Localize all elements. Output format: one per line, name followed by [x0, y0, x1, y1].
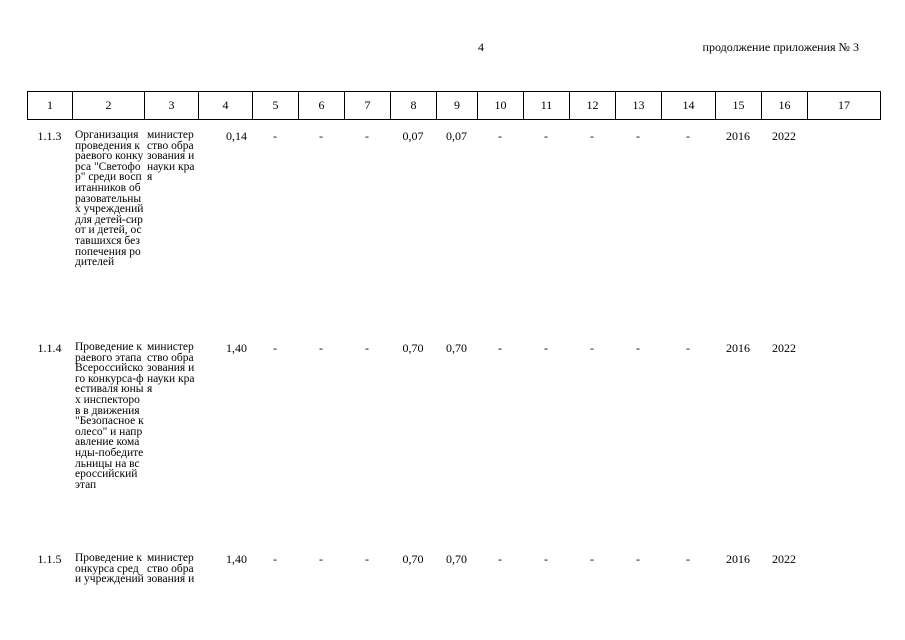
row-description: Проведение краевого этапа Всероссийского конкурса-фестиваля юных инспекторов в движения "Безопасное колесо" и направление команды-победительницы на всероссийский этап	[75, 341, 144, 491]
col-header: 9	[437, 92, 478, 120]
col-header: 6	[299, 92, 345, 120]
col-header: 13	[616, 92, 662, 120]
row-cell: -	[590, 341, 594, 355]
table-row	[27, 128, 880, 340]
row-end-year: 2022	[772, 341, 796, 355]
row-executor: министерство образования и науки края	[147, 341, 195, 396]
row-start-year: 2016	[726, 552, 750, 566]
row-cell: -	[498, 552, 502, 566]
row-cell: -	[686, 129, 690, 143]
col-header: 16	[762, 92, 808, 120]
row-cell	[807, 551, 880, 611]
row-cell: -	[365, 341, 369, 355]
row-cell: -	[319, 552, 323, 566]
header-row	[28, 92, 881, 120]
row-total: 1,40	[226, 552, 247, 566]
row-cell: -	[319, 129, 323, 143]
row-cell: -	[544, 129, 548, 143]
row-total: 1,40	[226, 341, 247, 355]
col-header: 1	[28, 92, 73, 120]
row-cell: 0,70	[402, 341, 424, 355]
row-cell: -	[686, 341, 690, 355]
col-header: 17	[808, 92, 881, 120]
row-code: 1.1.3	[37, 129, 62, 143]
row-cell: -	[544, 552, 548, 566]
col-header: 2	[73, 92, 145, 120]
row-cell: -	[686, 552, 690, 566]
row-cell	[807, 340, 880, 551]
row-cell: 0,07	[446, 129, 467, 143]
col-header: 14	[662, 92, 716, 120]
row-code: 1.1.5	[37, 552, 62, 566]
row-executor: министерство образования и науки края	[147, 129, 195, 184]
row-cell: -	[498, 341, 502, 355]
row-cell: -	[273, 552, 277, 566]
row-cell: -	[636, 129, 640, 143]
row-end-year: 2022	[772, 129, 796, 143]
row-cell: -	[590, 552, 594, 566]
col-header: 11	[524, 92, 570, 120]
row-cell	[807, 128, 880, 340]
row-cell: -	[636, 341, 640, 355]
col-header: 7	[345, 92, 391, 120]
header-table	[27, 91, 881, 120]
row-description: Проведение конкурса среди учреждений	[75, 552, 144, 586]
col-header: 5	[253, 92, 299, 120]
row-cell: -	[636, 552, 640, 566]
col-header: 4	[199, 92, 253, 120]
col-header: 8	[391, 92, 437, 120]
continuation-label: продолжение приложения № 3	[702, 40, 859, 54]
row-cell: 0,70	[402, 552, 424, 566]
table-row	[27, 340, 880, 551]
row-cell: -	[319, 341, 323, 355]
col-header: 3	[145, 92, 199, 120]
col-header: 10	[478, 92, 524, 120]
data-table	[27, 128, 880, 611]
row-description: Организация проведения краевого конкурса "Светофор" среди воспитанников образовательных учреждений для детей-сирот и детей, оставшихся без попечения родителей	[75, 129, 144, 269]
page-number: 4	[478, 40, 484, 54]
col-header: 12	[570, 92, 616, 120]
row-cell: -	[273, 341, 277, 355]
row-cell: -	[590, 129, 594, 143]
row-total: 0,14	[226, 129, 247, 143]
col-header: 15	[716, 92, 762, 120]
row-start-year: 2016	[726, 129, 750, 143]
row-start-year: 2016	[726, 341, 750, 355]
row-cell: -	[365, 552, 369, 566]
row-cell: -	[365, 129, 369, 143]
row-cell: -	[544, 341, 548, 355]
row-end-year: 2022	[772, 552, 796, 566]
row-cell: 0,07	[402, 129, 424, 143]
row-cell: 0,70	[446, 341, 467, 355]
row-cell: -	[498, 129, 502, 143]
row-executor: министерство образования и	[147, 552, 195, 586]
row-cell: -	[273, 129, 277, 143]
table-row	[27, 551, 880, 611]
row-cell: 0,70	[446, 552, 467, 566]
row-code: 1.1.4	[37, 341, 62, 355]
